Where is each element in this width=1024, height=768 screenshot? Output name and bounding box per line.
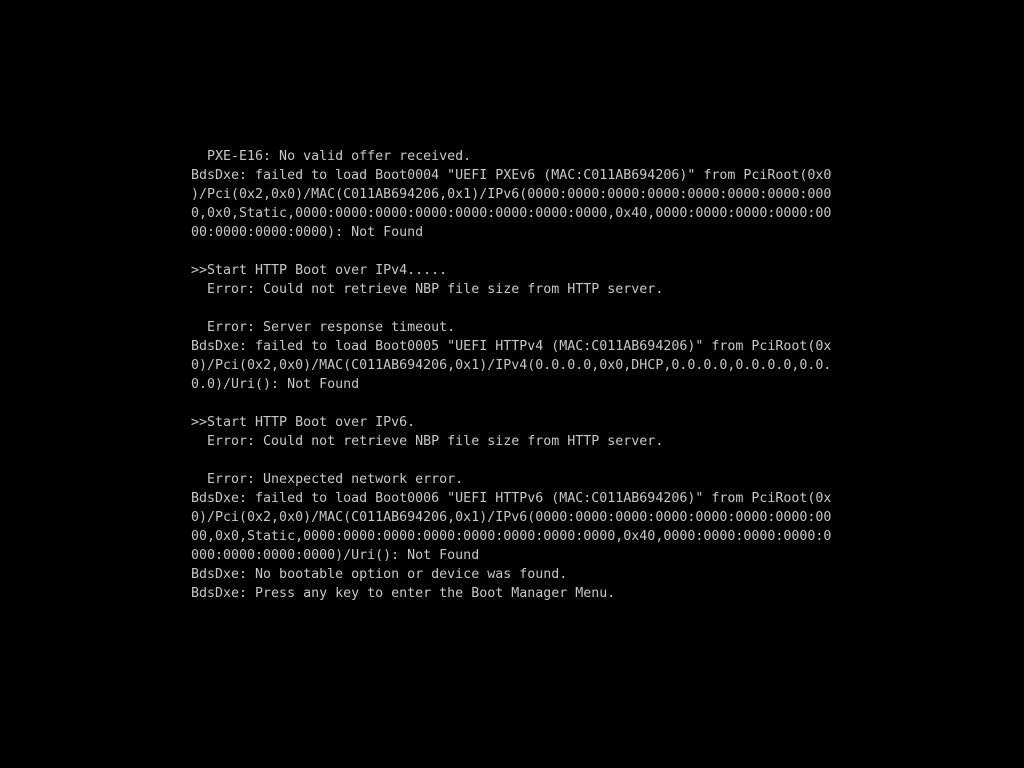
console-line: 00:0000:0000:0000): Not Found (191, 225, 424, 240)
console-line (191, 394, 851, 413)
console-line: BdsDxe: Press any key to enter the Boot Manager Menu. (191, 586, 616, 601)
console-line: BdsDxe: failed to load Boot0005 "UEFI HTTPv4 (MAC:C011AB694206)" from PciRoot(0x (191, 339, 832, 354)
console-line: Error: Could not retrieve NBP file size from HTTP server. (191, 434, 664, 449)
console-line: BdsDxe: failed to load Boot0004 "UEFI PXEv6 (MAC:C011AB694206)" from PciRoot(0x0 (191, 168, 832, 183)
console-line: PXE-E16: No valid offer received. (191, 149, 472, 164)
console-line: )/Pci(0x2,0x0)/MAC(C011AB694206,0x1)/IPv6(0000:0000:0000:0000:0000:0000:0000:000 (191, 187, 832, 202)
console-line (191, 242, 851, 261)
console-line: Error: Could not retrieve NBP file size from HTTP server. (191, 282, 664, 297)
console-line: Error: Unexpected network error. (191, 472, 464, 487)
console-line (191, 299, 851, 318)
console-line: BdsDxe: No bootable option or device was found. (191, 567, 568, 582)
console-line: 0.0)/Uri(): Not Found (191, 377, 360, 392)
console-line: 0,0x0,Static,0000:0000:0000:0000:0000:0000:0000:0000,0x40,0000:0000:0000:0000:00 (191, 206, 832, 221)
console-line: 00,0x0,Static,0000:0000:0000:0000:0000:0000:0000:0000,0x40,0000:0000:0000:0000:0 (191, 529, 832, 544)
console-line: >>Start HTTP Boot over IPv4..... (191, 263, 448, 278)
boot-console (191, 147, 851, 603)
console-line: 000:0000:0000:0000)/Uri(): Not Found (191, 548, 480, 563)
console-line (191, 451, 851, 470)
console-line: Error: Server response timeout. (191, 320, 456, 335)
console-line: 0)/Pci(0x2,0x0)/MAC(C011AB694206,0x1)/IPv6(0000:0000:0000:0000:0000:0000:0000:00 (191, 510, 832, 525)
console-line: >>Start HTTP Boot over IPv6. (191, 415, 416, 430)
console-line: BdsDxe: failed to load Boot0006 "UEFI HTTPv6 (MAC:C011AB694206)" from PciRoot(0x (191, 491, 832, 506)
console-line: 0)/Pci(0x2,0x0)/MAC(C011AB694206,0x1)/IPv4(0.0.0.0,0x0,DHCP,0.0.0.0,0.0.0.0,0.0. (191, 358, 832, 373)
